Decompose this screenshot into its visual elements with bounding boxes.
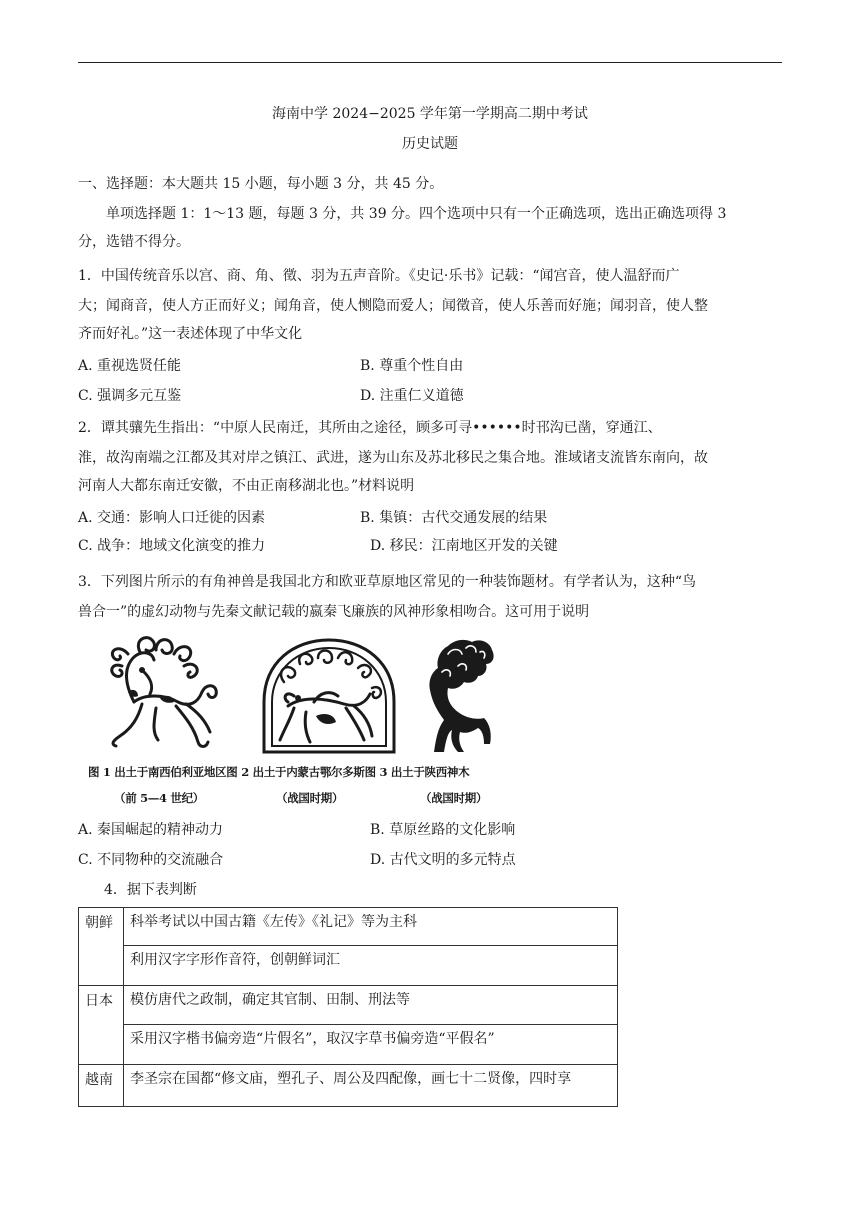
top-rule bbox=[78, 62, 782, 63]
table-cell: 李圣宗在国都“修文庙，塑孔子、周公及四配像，画七十二贤像，四时享 bbox=[124, 1065, 618, 1107]
question-1-option-d[interactable]: D. 注重仁义道德 bbox=[360, 388, 464, 404]
table-cell: 模仿唐代之政制，确定其官制、田制、刑法等 bbox=[124, 986, 618, 1025]
question-1-line: 1．中国传统音乐以宫、商、角、徵、羽为五声音阶。《史记·乐书》记载：“闻宫音，使人温舒而广 bbox=[78, 268, 680, 284]
question-4-table bbox=[78, 907, 618, 1107]
question-3-option-c[interactable]: C. 不同物种的交流融合 bbox=[78, 852, 224, 868]
section-heading: 一、选择题：本大题共 15 小题，每小题 3 分，共 45 分。 bbox=[78, 176, 444, 192]
question-2-option-b[interactable]: B. 集镇：古代交通发展的结果 bbox=[360, 510, 548, 526]
table-row bbox=[79, 1065, 618, 1107]
table-cell: 利用汉字字形作音符，创朝鲜词汇 bbox=[124, 946, 618, 986]
exam-subtitle: 历史试题 bbox=[402, 136, 458, 152]
table-country-cell: 日本 bbox=[79, 986, 124, 1065]
table-row bbox=[79, 1025, 618, 1065]
question-2-line: 淮，故沟南端之江都及其对岸之镇江、武进，遂为山东及苏北移民之集合地。淮域诸支流皆东南向，故 bbox=[78, 450, 708, 466]
question-3-line: 兽合一”的虚幻动物与先秦文献记载的嬴秦飞廉族的风神形象相吻合。这可用于说明 bbox=[78, 604, 590, 620]
question-2-option-d[interactable]: D. 移民：江南地区开发的关键 bbox=[370, 538, 558, 554]
question-1-line: 大；闻商音，使人方正而好义；闻角音，使人恻隐而爱人；闻徵音，使人乐善而好施；闻羽音，使人整 bbox=[78, 298, 708, 314]
table-country-cell: 越南 bbox=[79, 1065, 124, 1107]
question-3-figures bbox=[86, 632, 506, 812]
question-1-option-a[interactable]: A. 重视选贤任能 bbox=[78, 358, 182, 374]
question-2-option-a[interactable]: A. 交通：影响人口迁徙的因素 bbox=[78, 510, 266, 526]
question-3-option-b[interactable]: B. 草原丝路的文化影响 bbox=[370, 822, 516, 838]
table-cell: 采用汉字楷书偏旁造“片假名”，取汉字草书偏旁造“平假名” bbox=[124, 1025, 618, 1065]
question-4-line: 4．据下表判断 bbox=[104, 882, 197, 898]
figure-2-beast-image bbox=[254, 632, 404, 762]
section-instruction-cont: 分，选错不得分。 bbox=[78, 234, 190, 250]
table-cell: 科举考试以中国古籍《左传》《礼记》等为主科 bbox=[124, 908, 618, 946]
question-2-option-c[interactable]: C. 战争：地域文化演变的推力 bbox=[78, 538, 266, 554]
figure-1-beast-image bbox=[94, 632, 232, 762]
figure-1-period: （前 5—4 世纪） bbox=[114, 791, 205, 805]
figure-caption-row: 图 1 出土于南西伯利亚地区图 2 出土于内蒙古鄂尔多斯图 3 出土于陕西神木 bbox=[88, 765, 470, 779]
table-country-cell: 朝鲜 bbox=[79, 908, 124, 986]
table-row bbox=[79, 986, 618, 1025]
table-row bbox=[79, 908, 618, 946]
question-3-option-a[interactable]: A. 秦国崛起的精神动力 bbox=[78, 822, 224, 838]
question-1-option-b[interactable]: B. 尊重个性自由 bbox=[360, 358, 464, 374]
figure-3-period: （战国时期） bbox=[420, 791, 488, 805]
question-3-option-d[interactable]: D. 古代文明的多元特点 bbox=[370, 852, 516, 868]
question-2-line: 河南人大都东南迁安徽，不由正南移湖北也。”材料说明 bbox=[78, 478, 415, 494]
question-3-line: 3．下列图片所示的有角神兽是我国北方和欧亚草原地区常见的一种装饰题材。有学者认为，这种“鸟 bbox=[78, 574, 697, 590]
question-1-option-c[interactable]: C. 强调多元互鉴 bbox=[78, 388, 182, 404]
table-row bbox=[79, 946, 618, 986]
question-2-line: 2．谭其骧先生指出：“中原人民南迁，其所由之途径，顾多可寻••••••时邗沟已凿，穿通江、 bbox=[78, 420, 662, 436]
question-1-line: 齐而好礼。”这一表述体现了中华文化 bbox=[78, 326, 303, 342]
exam-title: 海南中学 2024−2025 学年第一学期高二期中考试 bbox=[272, 106, 588, 122]
figure-3-beast-image bbox=[414, 632, 504, 762]
figure-2-period: （战国时期） bbox=[276, 791, 344, 805]
section-instruction: 单项选择题 1：1～13 题，每题 3 分，共 39 分。四个选项中只有一个正确选项，选出正确选项得 3 bbox=[106, 206, 727, 222]
